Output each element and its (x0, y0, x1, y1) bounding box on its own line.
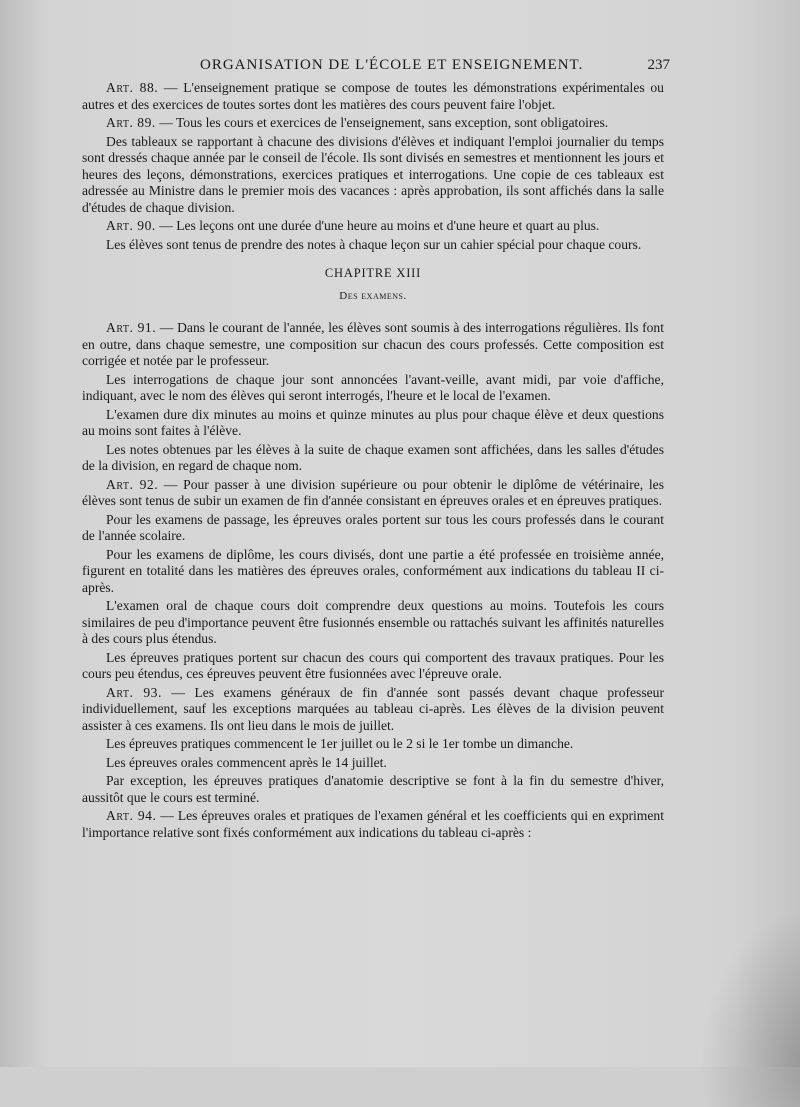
article-label: Art. 88. (106, 80, 159, 95)
paragraph (82, 477, 664, 510)
paragraph-text: — Les épreuves orales et pratiques de l'examen général et les coefficients qui en expriment l'importance relative sont fixés conformément aux indications du tableau ci-après : (82, 808, 664, 840)
paragraph-text: Les épreuves pratiques commencent le 1er juillet ou le 2 si le 1er tombe un dimanche. (106, 736, 574, 751)
page-body (82, 80, 664, 843)
paragraph-text: — Les examens généraux de fin d'année sont passés devant chaque professeur individuellement, sauf les exceptions marquées au tableau ci-après. Les élèves de la division peuvent assister à ces examens. Ils ont lieu dans le mois de juillet. (82, 684, 664, 733)
paragraph (82, 736, 664, 753)
paragraph (82, 407, 664, 440)
paragraph-text: — L'enseignement pratique se compose de toutes les démonstrations expérimentales ou autres et des exercices de toutes sortes dont les matières des cours peuvent faire l'objet. (82, 80, 664, 112)
article-label: Art. 94. (106, 808, 157, 823)
chapter-title: CHAPITRE XIII (324, 266, 422, 280)
paragraph-text: Les épreuves pratiques portent sur chacun des cours qui comportent des travaux pratiques. Pour les cours peu étendus, ces épreuves peuvent être fusionnées avec l'épreuve orale. (82, 649, 664, 681)
paragraph-text: Les épreuves orales commencent après le 14 juillet. (106, 754, 387, 770)
paragraph-text: Les notes obtenues par les élèves à la suite de chaque examen sont affichées, dans les salles d'études de la division, en regard de chaque nom. (82, 441, 664, 473)
article-label: Art. 91. (106, 320, 157, 335)
paragraph (82, 320, 664, 370)
paragraph-text: Pour les examens de diplôme, les cours divisés, dont une partie a été professée en troisième année, figurent en totalité dans les matières des épreuves orales, conformément aux indications du tableau II ci-après. (82, 546, 664, 595)
article-label: Art. 90. (106, 218, 156, 233)
page-number: 237 (647, 57, 670, 73)
article-label: Art. 89. (106, 115, 156, 130)
paragraph (82, 512, 664, 545)
paragraph (82, 685, 664, 735)
section-before-chapter (82, 80, 664, 253)
paragraph (82, 237, 664, 254)
paragraph-text: Des tableaux se rapportant à chacune des divisions d'élèves et indiquant l'emploi journalier du temps sont dressés chaque année par le conseil de l'école. Ils sont divisés en semestres et mentionnent les jours et heures des leçons, démonstrations, exercices pratiques et interrogations. Une copie de ces tableaux est adressée au Ministre dans le premier mois des vacances : après approbation, ils sont affichés dans la salle d'études de chaque division. (82, 133, 664, 215)
paragraph-text: — Tous les cours et exercices de l'enseignement, sans exception, sont obligatoires. (155, 115, 609, 130)
article-label: Art. 92. (106, 476, 159, 492)
paragraph-text: Les interrogations de chaque jour sont annoncées l'avant-veille, avant midi, par voie d'affiche, indiquant, avec le nom des élèves qui seront interrogés, l'heure et le local de l'examen. (82, 371, 664, 403)
paragraph-text: Pour les examens de passage, les épreuves orales portent sur tous les cours professés dans le courant de l'année scolaire. (82, 511, 664, 543)
article-label: Art. 93. (106, 684, 162, 700)
running-head (200, 57, 670, 79)
paragraph-text: Les élèves sont tenus de prendre des notes à chaque leçon sur un cahier spécial pour chaque cours. (106, 236, 642, 252)
section-after-chapter (82, 320, 664, 841)
paragraph-text: L'examen dure dix minutes au moins et quinze minutes au plus pour chaque élève et deux questions au moins sont faites à l'élève. (82, 406, 664, 438)
paragraph (82, 134, 664, 217)
paragraph (82, 808, 664, 841)
chapter-subtitle: Des examens. (339, 289, 407, 302)
paragraph-text: — Dans le courant de l'année, les élèves sont soumis à des interrogations régulières. Ils font en outre, dans chaque semestre, une composition sur chacun des cours professés. Cette composition est corrigée et notée par le professeur. (82, 320, 664, 368)
paragraph-text: Par exception, les épreuves pratiques d'anatomie descriptive se font à la fin du semestre d'hiver, aussitôt que le cours est terminé. (82, 773, 664, 805)
running-head-title: ORGANISATION DE L'ÉCOLE ET ENSEIGNEMENT. (200, 57, 584, 73)
page-shadow (700, 907, 800, 1107)
paragraph (82, 115, 664, 132)
paragraph (82, 650, 664, 683)
paragraph (82, 773, 664, 806)
paragraph-text: L'examen oral de chaque cours doit comprendre deux questions au moins. Toutefois les cours similaires de peu d'importance peuvent être fusionnés ensemble ou rattachés suivant les affinités naturelles à des cours plus étendus. (82, 598, 664, 646)
paragraph (82, 80, 664, 113)
paragraph (82, 598, 664, 648)
paragraph (82, 218, 664, 235)
paragraph-text: — Les leçons ont une durée d'une heure au moins et d'une heure et quart au plus. (155, 218, 600, 233)
paragraph (82, 755, 664, 772)
paragraph-text: — Pour passer à une division supérieure ou pour obtenir le diplôme de vétérinaire, les élèves sont tenus de subir un examen de fin d'année consistant en épreuves orales et en épreuves pratiques. (82, 476, 664, 508)
paragraph (82, 372, 664, 405)
paragraph (82, 547, 664, 597)
paragraph (82, 442, 664, 475)
